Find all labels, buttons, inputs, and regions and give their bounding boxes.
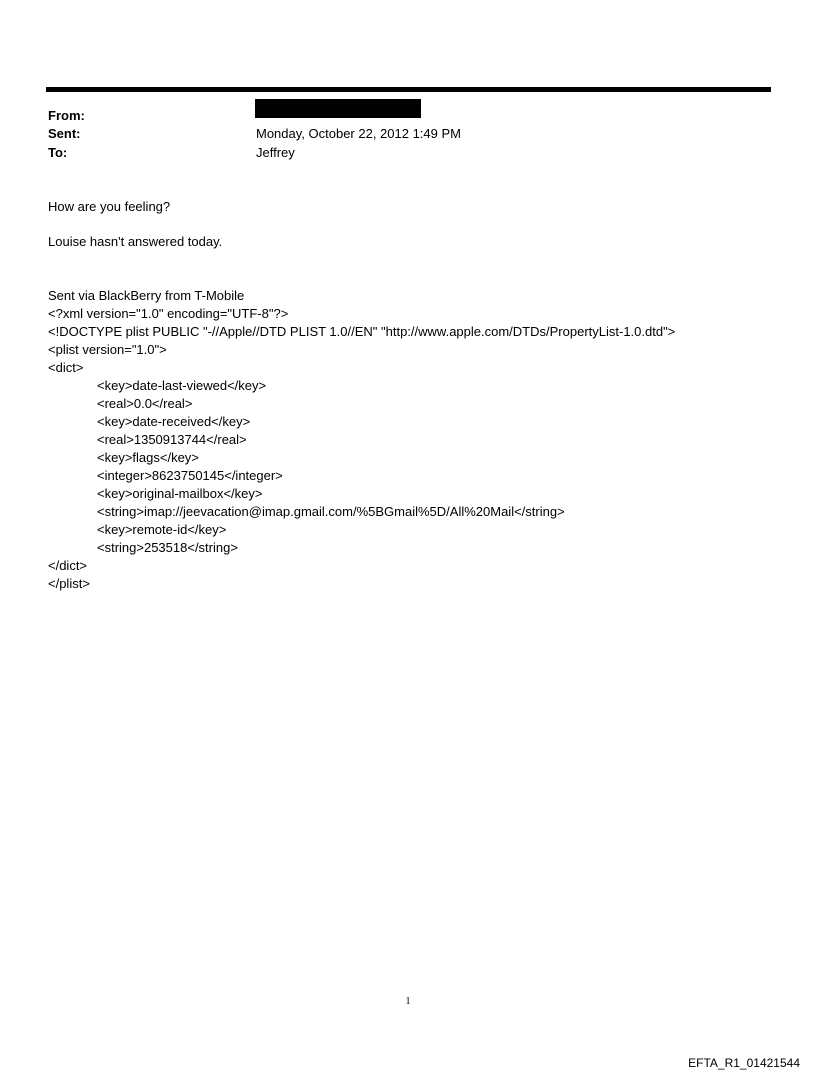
header-rule [46, 87, 771, 92]
plist-entry: <key>date-received</key> [97, 414, 251, 429]
xml-declaration: <?xml version="1.0" encoding="UTF-8"?> [48, 306, 289, 321]
to-label: To: [48, 145, 68, 160]
doctype-line: <!DOCTYPE plist PUBLIC "-//Apple//DTD PLIST 1.0//EN" "http://www.apple.com/DTDs/PropertyList-1.0.dtd"> [48, 324, 676, 339]
plist-close: </plist> [48, 576, 90, 591]
signature: Sent via BlackBerry from T-Mobile [48, 288, 245, 303]
dict-close: </dict> [48, 558, 88, 573]
sent-label: Sent: [48, 126, 81, 141]
page-number: 1 [405, 996, 411, 1007]
to-value: Jeffrey [256, 145, 295, 160]
plist-entry: <key>flags</key> [97, 450, 199, 465]
from-label: From: [48, 108, 85, 123]
plist-open: <plist version="1.0"> [48, 342, 167, 357]
plist-entry: <string>imap://jeevacation@imap.gmail.com/%5BGmail%5D/All%20Mail</string> [97, 504, 565, 519]
redacted-sender [255, 99, 421, 118]
plist-entry: <integer>8623750145</integer> [97, 468, 283, 483]
body-line-2: Louise hasn't answered today. [48, 234, 223, 249]
sent-value: Monday, October 22, 2012 1:49 PM [256, 126, 461, 141]
plist-entry: <key>date-last-viewed</key> [97, 378, 267, 393]
plist-entry: <key>remote-id</key> [97, 522, 227, 537]
dict-open: <dict> [48, 360, 84, 375]
plist-entry: <real>0.0</real> [97, 396, 193, 411]
bates-number: EFTA_R1_01421544 [688, 1056, 800, 1070]
body-line-1: How are you feeling? [48, 199, 171, 214]
plist-entry: <key>original-mailbox</key> [97, 486, 263, 501]
plist-entry: <real>1350913744</real> [97, 432, 247, 447]
plist-entry: <string>253518</string> [97, 540, 238, 555]
